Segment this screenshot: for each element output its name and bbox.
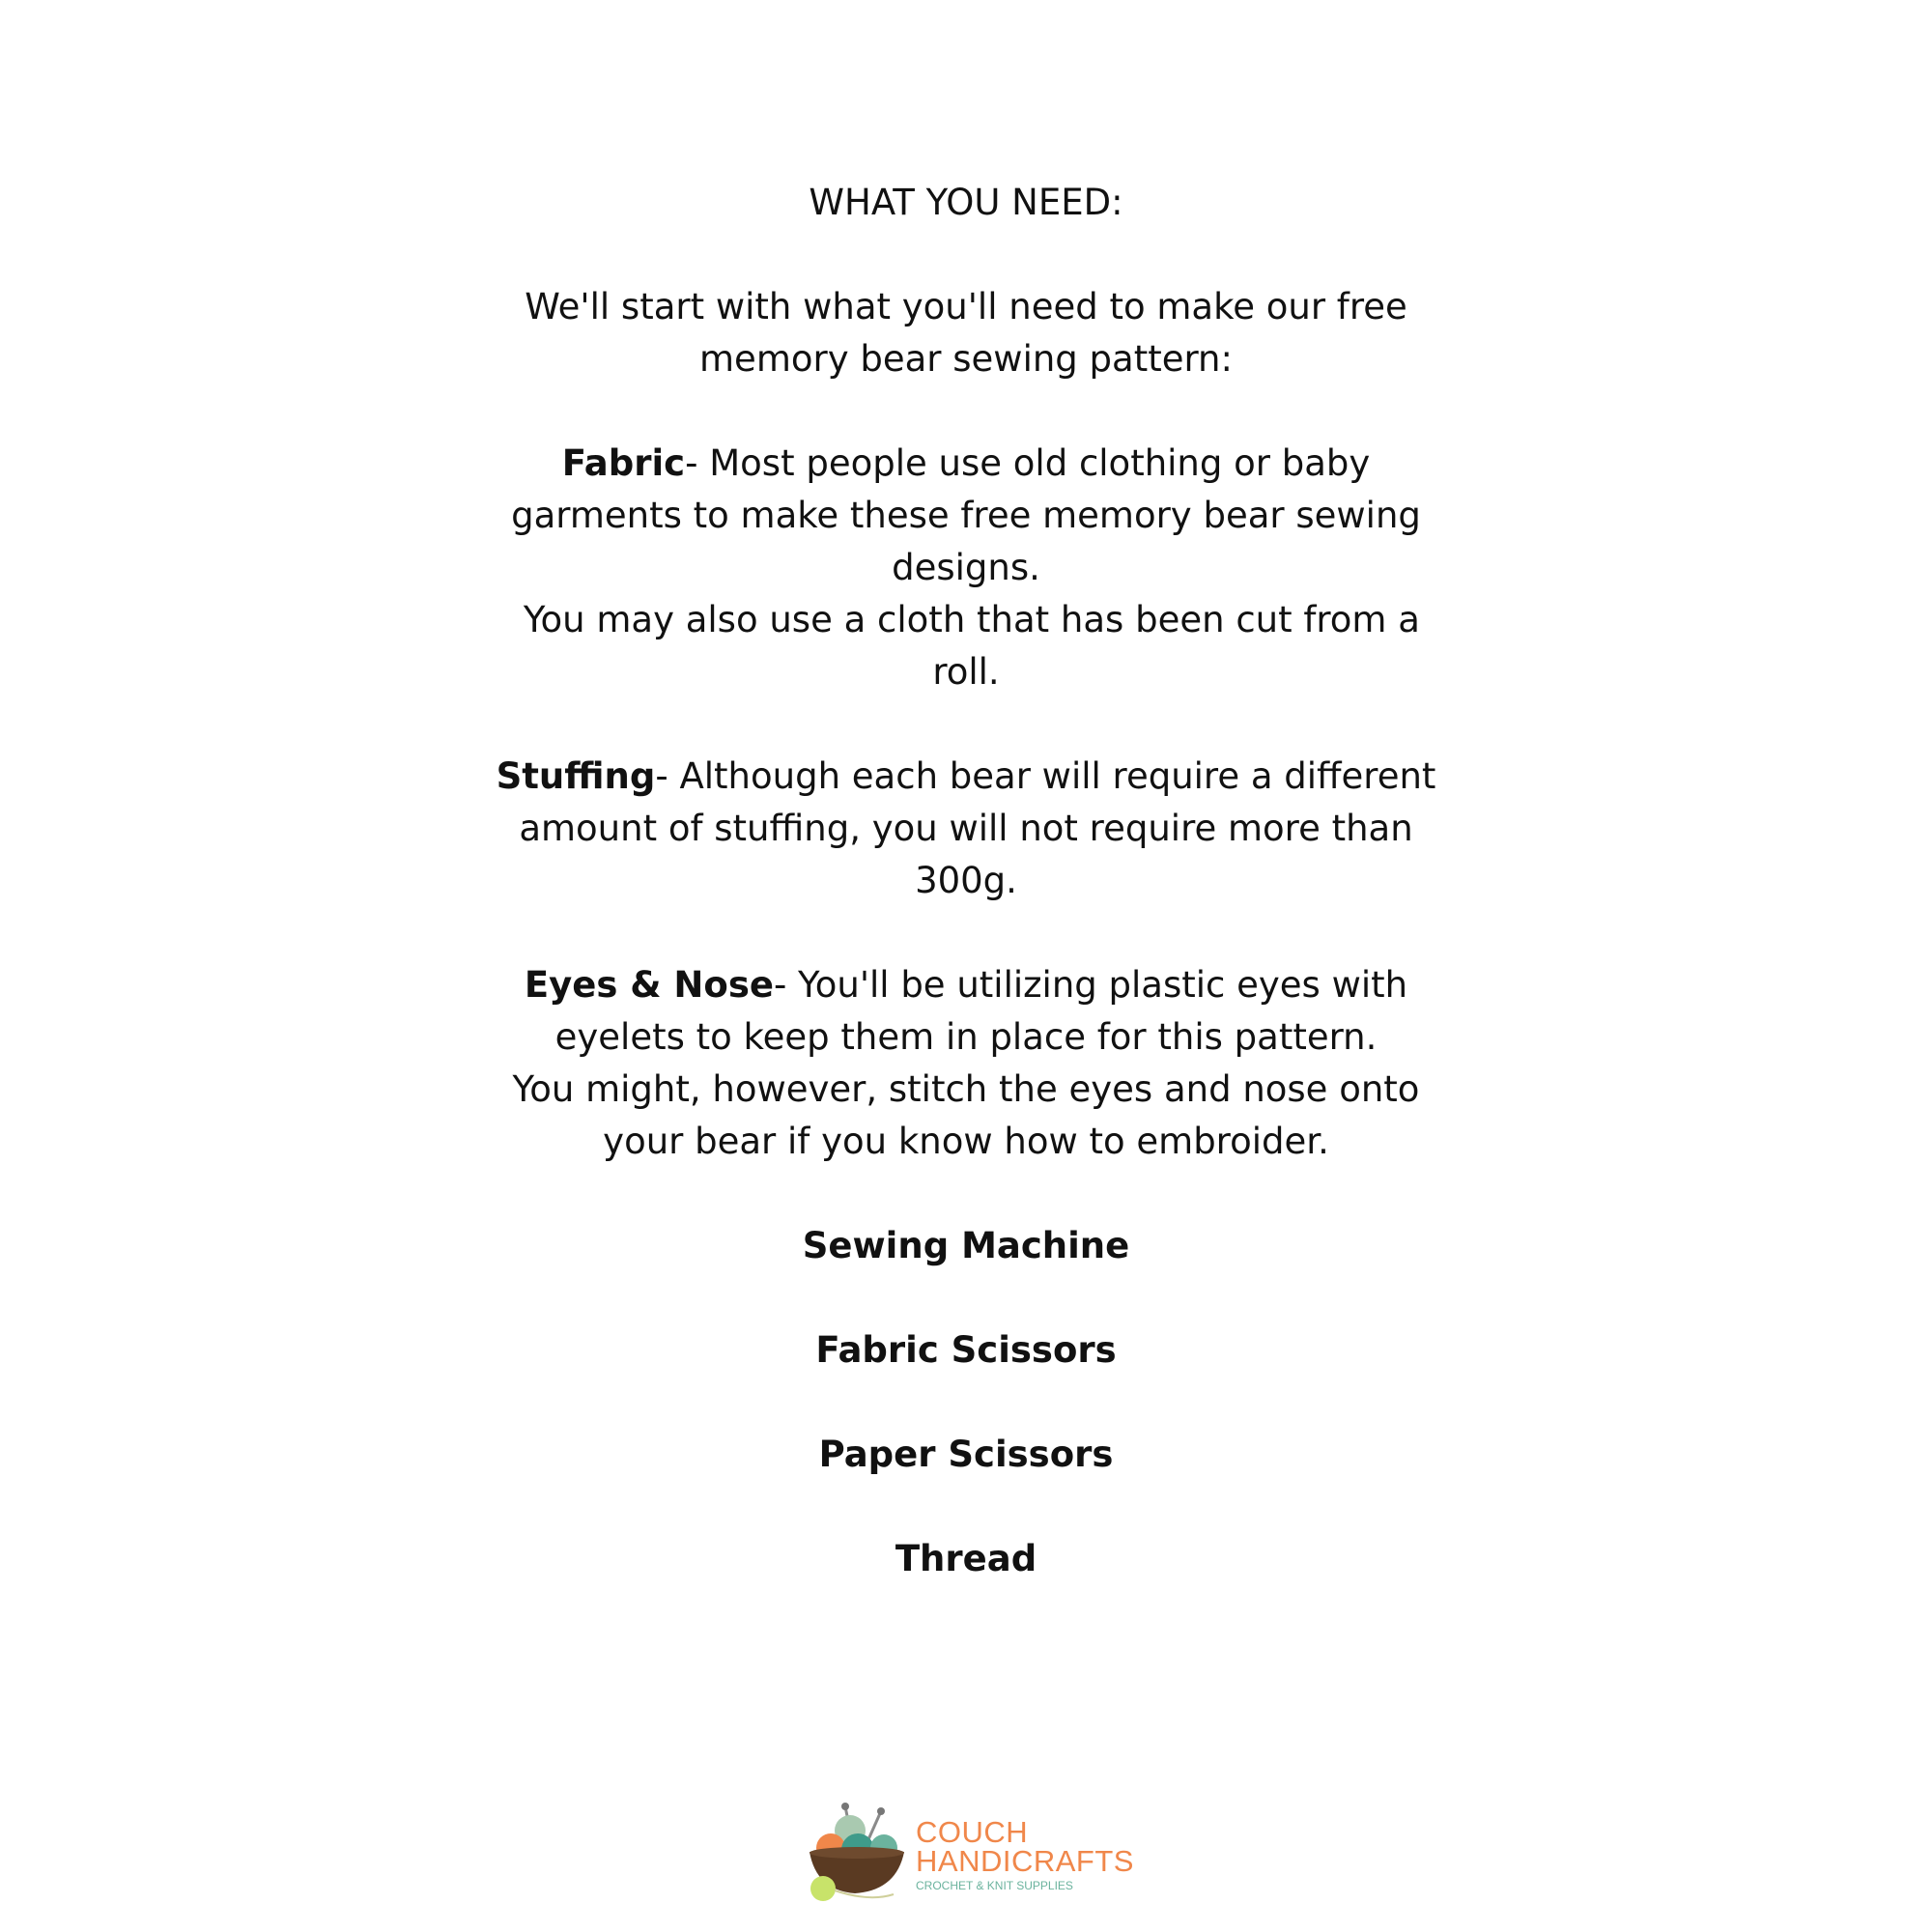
eyes-nose-line <box>0 959 1932 1011</box>
supplies-list <box>0 177 1932 1585</box>
eyes-nose-text: - You'll be utilizing plastic eyes with <box>773 964 1408 1006</box>
eyes-nose-line: eyelets to keep them in place for this pattern. <box>554 1016 1378 1058</box>
fabric-line: roll. <box>932 651 1000 693</box>
logo-wordmark-line1: COUCH <box>916 1815 1029 1849</box>
spacer <box>0 698 1932 751</box>
item-sewing-machine: Sewing Machine <box>802 1225 1130 1266</box>
fabric-line <box>0 438 1932 490</box>
intro-line: memory bear sewing pattern: <box>699 338 1233 380</box>
brand-logo <box>802 1802 1150 1908</box>
yarn-bowl-icon <box>802 1802 913 1908</box>
heading: WHAT YOU NEED: <box>809 182 1123 223</box>
spacer <box>0 229 1932 281</box>
item-paper-scissors: Paper Scissors <box>818 1434 1114 1475</box>
fabric-line: designs. <box>892 547 1040 588</box>
intro-line: We'll start with what you'll need to make our free <box>525 286 1407 327</box>
stuffing-line: 300g. <box>915 860 1017 901</box>
stuffing-line: amount of stuffing, you will not require more than <box>519 808 1413 849</box>
stuffing-line <box>0 751 1932 803</box>
spacer <box>0 1481 1932 1533</box>
spacer <box>0 1377 1932 1429</box>
spacer <box>0 385 1932 438</box>
fabric-line: garments to make these free memory bear sewing <box>511 495 1421 536</box>
eyes-nose-term: Eyes & Nose <box>524 964 774 1006</box>
fabric-term: Fabric <box>561 442 686 484</box>
spacer <box>0 1168 1932 1220</box>
stuffing-text: - Although each bear will require a different <box>655 755 1436 797</box>
eyes-nose-line: You might, however, stitch the eyes and nose onto <box>512 1068 1420 1110</box>
item-fabric-scissors: Fabric Scissors <box>815 1329 1117 1371</box>
logo-wordmark-line2: HANDICRAFTS <box>916 1844 1134 1878</box>
stuffing-term: Stuffing <box>496 755 656 797</box>
eyes-nose-line: your bear if you know how to embroider. <box>603 1121 1329 1162</box>
spacer <box>0 1272 1932 1324</box>
spacer <box>0 907 1932 959</box>
fabric-text: - Most people use old clothing or baby <box>685 442 1371 484</box>
logo-tagline: CROCHET & KNIT SUPPLIES <box>916 1879 1073 1892</box>
item-thread: Thread <box>895 1538 1037 1579</box>
fabric-line: You may also use a cloth that has been cut from a <box>512 599 1420 640</box>
